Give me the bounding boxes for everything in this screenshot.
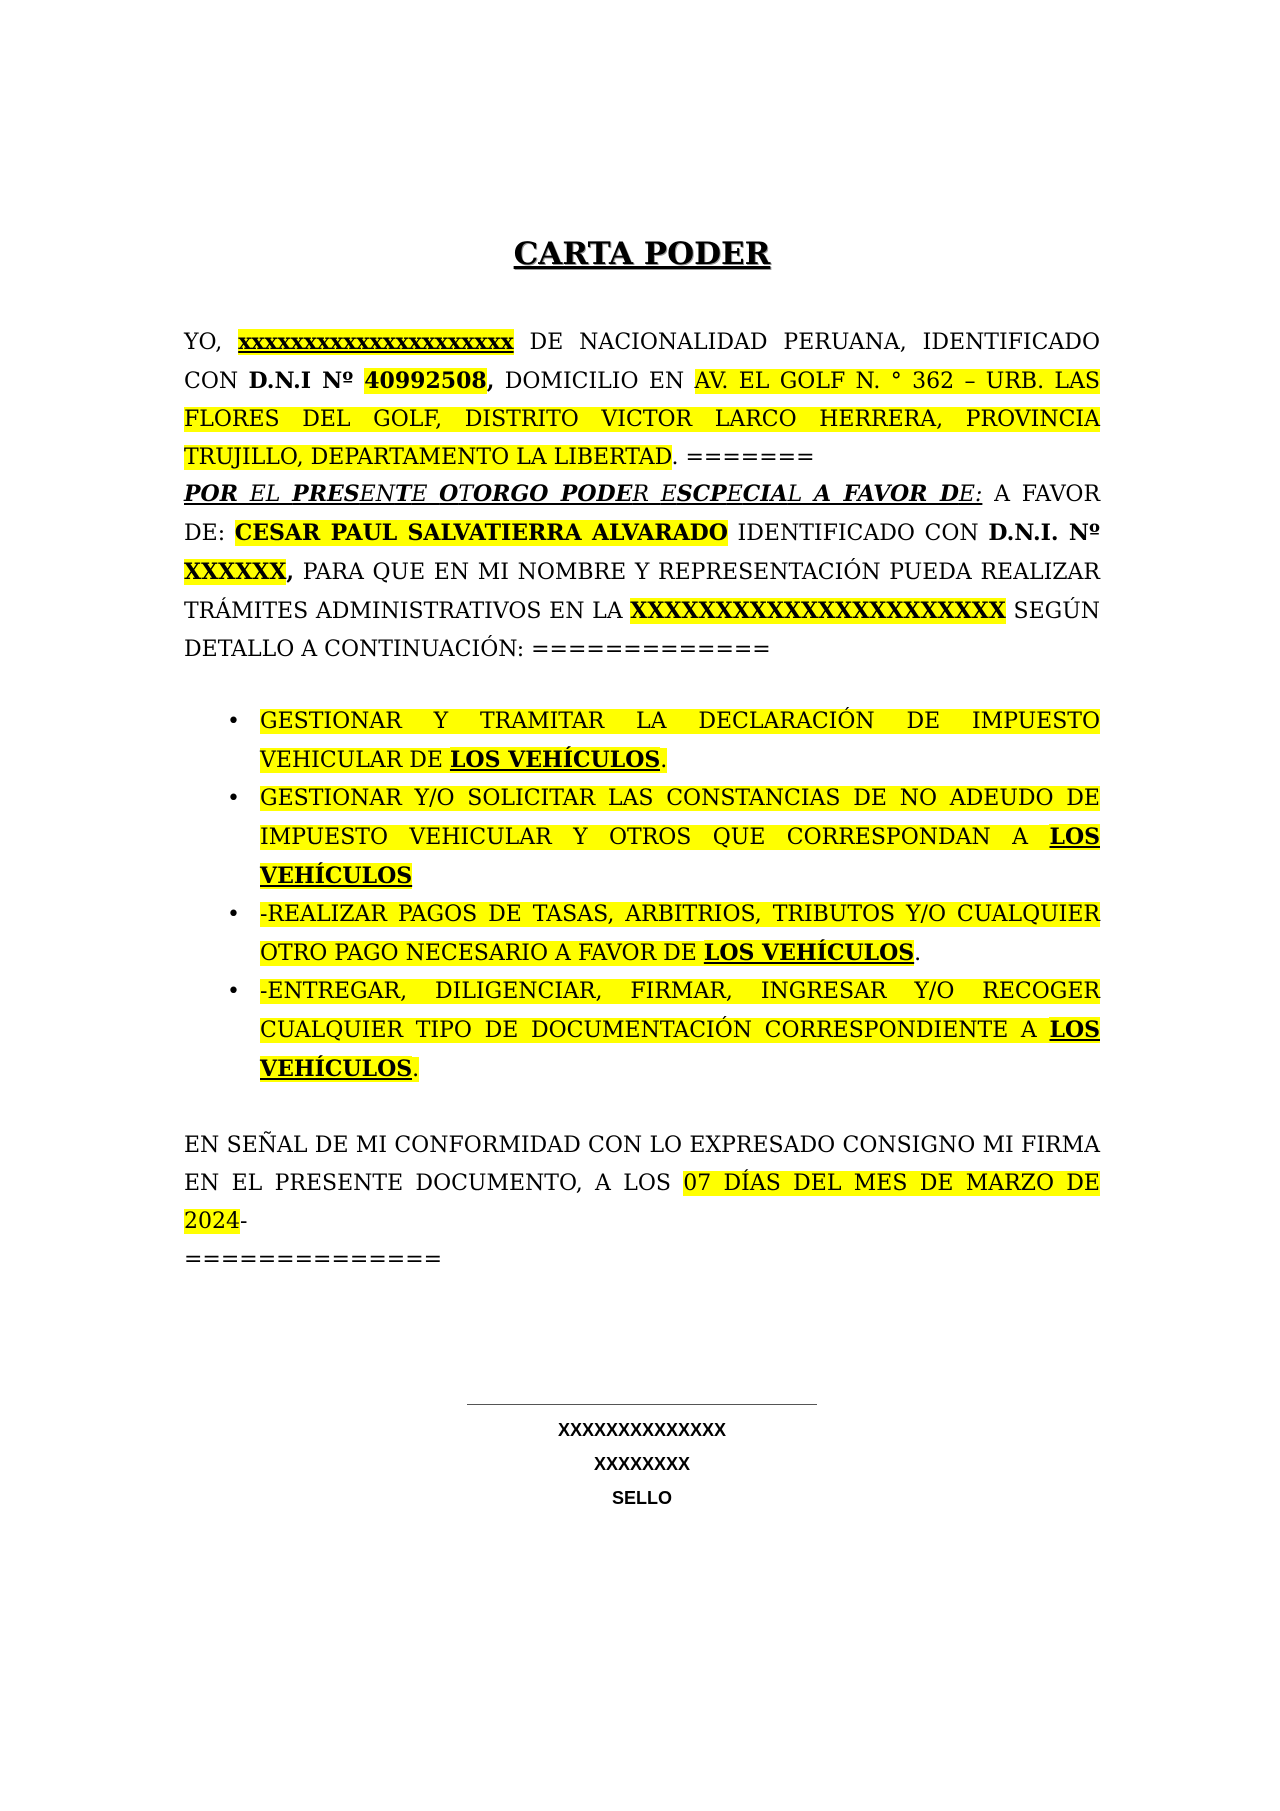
attorney-dni-value: XXXXXX	[184, 559, 287, 585]
seal-label: SELLO	[611, 1488, 672, 1508]
p2-comma: ,	[286, 559, 295, 585]
list-item-end: .	[914, 941, 922, 966]
p2-text-4: SEGÚN DETALLO A CONTINUACIÓN: =============	[184, 599, 1100, 662]
heading-part-6: E	[411, 482, 440, 507]
grantor-paragraph	[184, 323, 1100, 477]
p3-text-2: -	[240, 1209, 248, 1234]
signing-date: 07 DÍAS DEL MES DE MARZO DE 2024	[184, 1171, 1100, 1234]
heading-part-4: EN	[359, 482, 395, 507]
heading-part-8: T	[458, 482, 473, 507]
heading-part-5: T	[394, 481, 412, 507]
bullet-icon: •	[227, 979, 240, 1004]
vehicles-term: LOS VEHÍCULOS	[260, 824, 1100, 889]
heading-part-16: A FAVOR D	[814, 481, 959, 507]
p1-text-4: . =======	[671, 445, 815, 470]
grantor-address: AV. EL GOLF N. ° 362 – URB. LAS FLORES DEL GOLF, DISTRITO VICTOR LARCO HERRERA, PROVINCIA TRUJILLO, DEPARTAMENTO LA LIBERTAD	[184, 369, 1100, 470]
list-item-text: -ENTREGAR, DILIGENCIAR, FIRMAR, INGRESAR Y/O RECOGER CUALQUIER TIPO DE DOCUMENTACIÓN CORRESPONDIENTE A	[260, 979, 1100, 1043]
signature-line	[467, 1404, 817, 1405]
signer-id: XXXXXXXX	[593, 1454, 691, 1474]
signature-block	[184, 1393, 1100, 1515]
heading-part-14: CIA	[742, 481, 788, 507]
heading-part-3: PRES	[292, 481, 360, 507]
vehicles-term: LOS VEHÍCULOS	[449, 747, 661, 773]
bullet-icon: •	[227, 902, 240, 927]
vehicles-term: LOS VEHÍCULOS	[260, 1017, 1100, 1082]
bullet-icon: •	[227, 786, 240, 811]
grantor-dni-label: D.N.I Nº	[248, 368, 365, 394]
p1-text-1: YO,	[184, 330, 239, 355]
list-item-end: .	[660, 748, 668, 773]
authorized-acts-list	[184, 703, 1100, 1089]
heading-part-15: L	[787, 482, 814, 507]
list-item	[184, 703, 1100, 780]
p1-text-2: DE NACIONALIDAD PERUANA, IDENTIFICADO CON	[184, 330, 1100, 394]
heading-part-12: SCP	[676, 481, 727, 507]
p2-text-3: PARA QUE EN MI NOMBRE Y REPRESENTACIÓN PUEDA REALIZAR TRÁMITES ADMINISTRATIVOS EN LA	[184, 560, 1100, 624]
heading-part-13: E	[726, 482, 743, 507]
heading-part-10: R	[632, 482, 661, 507]
p1-comma: ,	[486, 368, 495, 394]
heading-part-1: POR	[184, 481, 238, 507]
attorney-paragraph	[184, 475, 1100, 669]
p3-text-3: ==============	[184, 1247, 443, 1272]
p1-text-3: DOMICILIO EN	[494, 369, 695, 394]
list-item	[184, 780, 1100, 896]
list-item	[184, 973, 1100, 1089]
p3-text-1: EN SEÑAL DE MI CONFORMIDAD CON LO EXPRESADO CONSIGNO MI FIRMA EN EL PRESENTE DOCUMENTO, A LOS	[184, 1133, 1100, 1196]
document-title: CARTA PODER	[513, 236, 771, 272]
bullet-icon: •	[227, 709, 240, 734]
p2-text-2: IDENTIFICADO CON	[727, 521, 989, 546]
grantor-dni-value: 40992508	[364, 368, 487, 394]
signer-name: XXXXXXXXXXXXXX	[557, 1420, 727, 1440]
special-power-heading	[184, 482, 982, 507]
vehicles-term: LOS VEHÍCULOS	[703, 940, 915, 966]
list-item-end: .	[412, 1057, 420, 1082]
list-item-text: -REALIZAR PAGOS DE TASAS, ARBITRIOS, TRIBUTOS Y/O CUALQUIER OTRO PAGO NECESARIO A FAVOR DE	[260, 902, 1100, 966]
closing-paragraph	[184, 1127, 1100, 1279]
heading-part-11: E	[660, 482, 677, 507]
list-item-text: GESTIONAR Y TRAMITAR LA DECLARACIÓN DE IMPUESTO VEHICULAR DE	[260, 709, 1100, 773]
entity-name: XXXXXXXXXXXXXXXXXXXXXX	[630, 598, 1006, 624]
attorney-name: CESAR PAUL SALVATIERRA ALVARADO	[234, 520, 728, 546]
list-item	[184, 896, 1100, 973]
grantor-name: xxxxxxxxxxxxxxxxxxxxx	[238, 329, 514, 355]
p2-text-1: A FAVOR DE:	[184, 482, 1101, 546]
heading-part-7: O	[439, 481, 459, 507]
heading-part-2: EL	[238, 482, 293, 507]
heading-part-9: ORGO PODE	[473, 481, 633, 507]
attorney-dni-label: D.N.I. Nº	[988, 520, 1100, 546]
heading-part-17: E:	[958, 482, 983, 507]
list-item-text: GESTIONAR Y/O SOLICITAR LAS CONSTANCIAS DE NO ADEUDO DE IMPUESTO VEHICULAR Y OTROS QUE CORRESPONDAN A	[260, 786, 1100, 850]
